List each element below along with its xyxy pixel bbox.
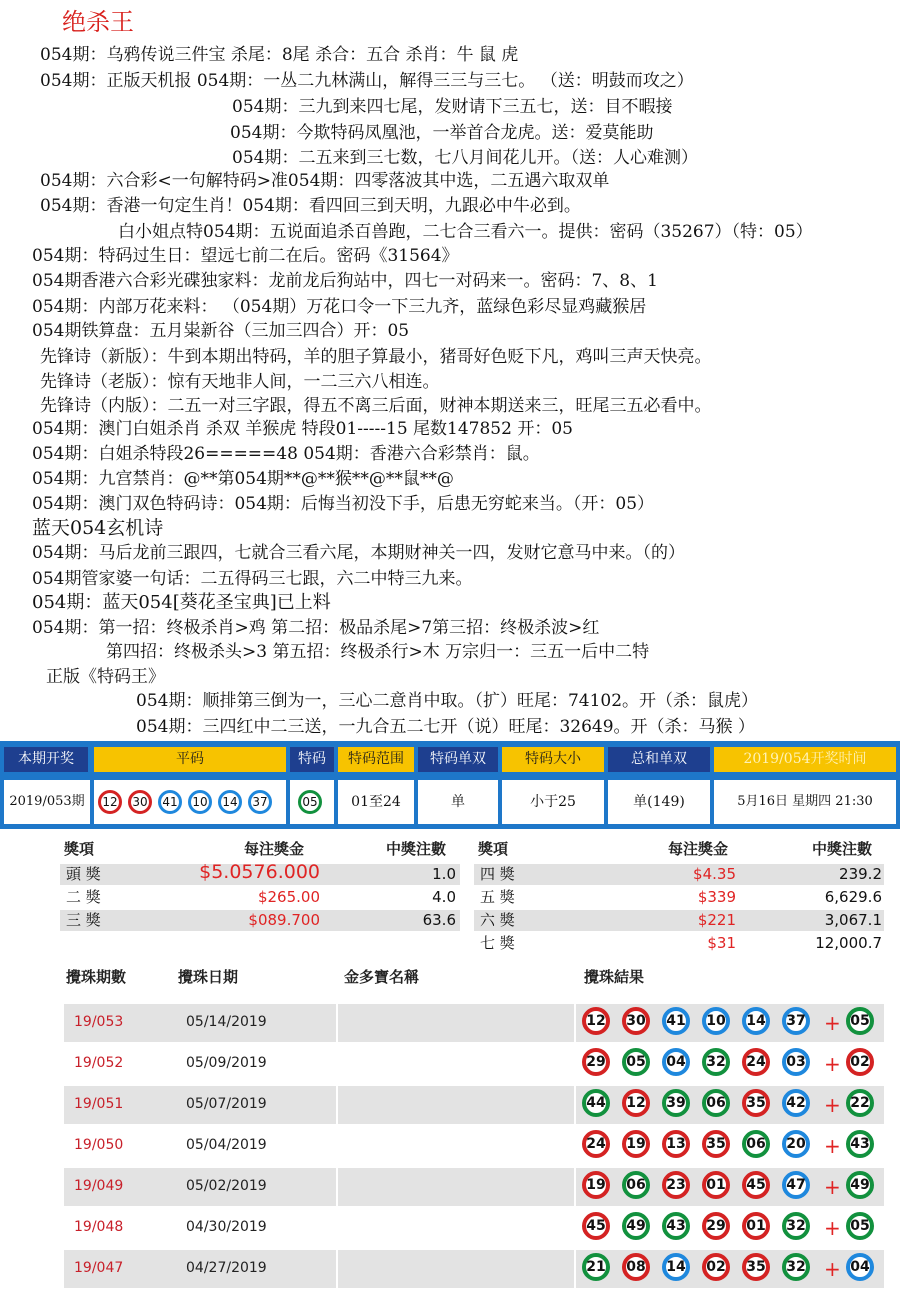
ball: 44	[582, 1089, 610, 1117]
special-ball: 43	[846, 1130, 874, 1158]
text-line: 054期：二五来到三七数，七八月间花儿开。（送：人心难测）	[232, 148, 698, 168]
history-header-period: 攪珠期數	[66, 968, 127, 986]
column-divider	[336, 1004, 338, 1042]
column-divider	[574, 1168, 576, 1206]
ball: 32	[782, 1212, 810, 1240]
plus-icon: +	[824, 1093, 841, 1117]
ball: 29	[582, 1048, 610, 1076]
ball: 13	[662, 1130, 690, 1158]
ball: 01	[702, 1171, 730, 1199]
text-line: 054期铁算盘：五月粜新谷（三加三四合）开：05	[32, 321, 410, 341]
ball: 19	[622, 1130, 650, 1158]
prize-amount: $31	[707, 934, 736, 952]
column-divider	[336, 1168, 338, 1206]
ball: 01	[742, 1212, 770, 1240]
draw-period: 19/051	[74, 1096, 124, 1112]
ball: 29	[702, 1212, 730, 1240]
ball: 39	[662, 1089, 690, 1117]
ball: 20	[782, 1130, 810, 1158]
text-line: 054期：六合彩<一句解特码>准054期：四零落波其中选，二五遇六取双单	[40, 171, 610, 191]
text-line: 054期：三四红中二三送，一九合五二七开（说）旺尾：32649。开（杀：马猴 ）	[136, 717, 755, 737]
normal-balls	[94, 780, 286, 824]
prize-count: 4.0	[432, 888, 456, 906]
draw-period: 19/052	[74, 1055, 124, 1071]
ball: 32	[702, 1048, 730, 1076]
prize-row	[60, 910, 466, 931]
column-divider	[336, 1250, 338, 1288]
text-line: 054期：第一招：终极杀肖>鸡 第二招：极品杀尾>7第三招：终极杀波>红	[32, 618, 600, 638]
header-special-size: 特码大小	[502, 747, 604, 772]
ball: 21	[582, 1253, 610, 1281]
prize-count: 6,629.6	[824, 888, 882, 906]
ball: 49	[622, 1212, 650, 1240]
special-range: 01至24	[338, 780, 414, 824]
header-current-draw: 本期开奖	[4, 747, 88, 772]
text-line: 054期：澳门白姐杀肖 杀双 羊猴虎 特段01-----15 尾数147852 开：05	[32, 419, 573, 439]
table-row	[64, 1086, 884, 1124]
prize-row	[60, 861, 466, 885]
ball: 41	[662, 1007, 690, 1035]
text-line: 白小姐点特054期：五说面追杀百兽跑，二七合三看六一。提供：密码（35267）（特：05）	[118, 222, 813, 242]
text-line: 054期：马后龙前三跟四，七就合三看六尾，本期财神关一四，发财它意马中来。（的）	[32, 543, 685, 563]
ball: 06	[702, 1089, 730, 1117]
table-row	[64, 1250, 884, 1288]
prize-amount: $265.00	[257, 888, 320, 906]
special-ball: 05	[298, 790, 322, 814]
draw-date: 04/30/2019	[186, 1219, 267, 1235]
table-row	[64, 1004, 884, 1042]
plus-icon: +	[824, 1175, 841, 1199]
prize-count: 63.6	[422, 911, 456, 929]
header-special-range: 特码范围	[338, 747, 414, 772]
column-divider	[336, 1086, 338, 1124]
special-size: 小于25	[502, 780, 604, 824]
prize-header-count: 中獎注數	[812, 840, 873, 858]
column-divider	[336, 1127, 338, 1165]
next-draw-time: 5月16日 星期四 21:30	[714, 780, 896, 824]
ball: 43	[662, 1212, 690, 1240]
special-ball: 22	[846, 1089, 874, 1117]
ball: 30	[128, 790, 152, 814]
draw-date: 05/09/2019	[186, 1055, 267, 1071]
draw-period: 19/050	[74, 1137, 124, 1153]
ball: 47	[782, 1171, 810, 1199]
prize-name: 二 獎	[66, 888, 101, 906]
prize-name: 頭 獎	[66, 865, 101, 883]
prize-count: 3,067.1	[824, 911, 882, 929]
column-divider	[574, 1045, 576, 1083]
table-row	[64, 1127, 884, 1165]
text-line: 054期：乌鸦传说三件宝 杀尾：8尾 杀合：五合 杀肖：牛 鼠 虎	[40, 45, 519, 65]
ball: 42	[782, 1089, 810, 1117]
ball: 30	[622, 1007, 650, 1035]
special-ball-cell	[290, 780, 334, 824]
ball: 24	[742, 1048, 770, 1076]
ball: 14	[662, 1253, 690, 1281]
ball: 24	[582, 1130, 610, 1158]
text-line: 054期：九宫禁肖：@**第054期**@**猴**@**鼠**@	[32, 469, 454, 489]
special-odd-even: 单	[418, 780, 498, 824]
draw-date: 05/04/2019	[186, 1137, 267, 1153]
history-header-result: 攪珠結果	[584, 968, 645, 986]
prize-name: 七 獎	[480, 934, 515, 952]
text-line: 054期：三九到来四七尾，发财请下三五七，送：目不暇接	[232, 97, 673, 117]
draw-date: 04/27/2019	[186, 1260, 267, 1276]
text-line: 先锋诗（新版）：牛到本期出特码，羊的胆子算最小，猪哥好色贬下凡，鸡叫三声天快亮。	[40, 347, 712, 367]
ball: 19	[582, 1171, 610, 1199]
ball: 23	[662, 1171, 690, 1199]
prize-header-count: 中獎注數	[386, 840, 447, 858]
special-ball: 05	[846, 1212, 874, 1240]
prize-name: 五 獎	[480, 888, 515, 906]
column-divider	[574, 1209, 576, 1247]
ball: 04	[662, 1048, 690, 1076]
prize-count: 239.2	[839, 865, 882, 883]
ball: 32	[782, 1253, 810, 1281]
text-line: 054期：特码过生日：望远七前二在后。密码《31564》	[32, 246, 459, 266]
ball: 12	[582, 1007, 610, 1035]
prize-header-item: 獎項	[478, 840, 509, 858]
special-ball: 05	[846, 1007, 874, 1035]
text-line: 054期：内部万花来料： （054期）万花口令一下三九齐，蓝绿色彩尽显鸡藏猴居	[32, 297, 647, 317]
text-line: 第四招：终极杀头>3 第五招：终极杀行>木 万宗归一：三五一后中二特	[106, 642, 650, 662]
prize-row	[474, 933, 892, 954]
header-special: 特码	[290, 747, 334, 772]
text-line: 054期香港六合彩光碟独家料：龙前龙后狗站中，四七一对码来一。密码：7、8、1	[32, 271, 658, 291]
draw-period: 19/047	[74, 1260, 124, 1276]
table-row	[64, 1209, 884, 1247]
special-ball: 04	[846, 1253, 874, 1281]
prize-header-amount: 每注獎金	[668, 840, 729, 858]
prize-header-item: 獎項	[64, 840, 95, 858]
draw-period: 19/049	[74, 1178, 124, 1194]
text-line: 054期：顺排第三倒为一，三心二意肖中取。（扩）旺尾：74102。开（杀：鼠虎）	[136, 691, 759, 711]
page-title: 绝杀王	[62, 8, 134, 36]
draw-date: 05/02/2019	[186, 1178, 267, 1194]
row-shade	[474, 864, 884, 885]
ball: 37	[782, 1007, 810, 1035]
ball: 14	[742, 1007, 770, 1035]
column-divider	[574, 1086, 576, 1124]
ball: 35	[742, 1089, 770, 1117]
prize-amount: $221	[697, 911, 736, 929]
text-line: 先锋诗（老版）：惊有天地非人间，一二三六八相连。	[40, 372, 440, 392]
column-divider	[574, 1127, 576, 1165]
text-line: 054期：澳门双色特码诗：054期：后悔当初没下手，后患无穷蛇来当。（开：05）	[32, 494, 655, 514]
ball: 45	[742, 1171, 770, 1199]
ball: 10	[702, 1007, 730, 1035]
row-shade	[474, 910, 884, 931]
column-divider	[336, 1209, 338, 1247]
column-divider	[574, 1004, 576, 1042]
plus-icon: +	[824, 1216, 841, 1240]
ball: 12	[622, 1089, 650, 1117]
column-divider	[336, 1045, 338, 1083]
ball: 35	[702, 1130, 730, 1158]
plus-icon: +	[824, 1134, 841, 1158]
ball: 03	[782, 1048, 810, 1076]
text-line: 054期：香港一句定生肖！054期：看四回三到天明，九跟必中牛必到。	[40, 196, 581, 216]
prize-name: 六 獎	[480, 911, 515, 929]
ball: 14	[218, 790, 242, 814]
draw-date: 05/14/2019	[186, 1014, 267, 1030]
ball: 10	[188, 790, 212, 814]
ball: 37	[248, 790, 272, 814]
history-header-name: 金多寶名稱	[344, 968, 420, 986]
prize-row	[474, 887, 892, 908]
history-header-date: 攪珠日期	[178, 968, 239, 986]
ball: 35	[742, 1253, 770, 1281]
prize-header-amount: 每注獎金	[244, 840, 305, 858]
ball: 02	[702, 1253, 730, 1281]
draw-result-table	[0, 741, 900, 829]
text-line: 正版《特码王》	[46, 667, 165, 687]
column-divider	[574, 1250, 576, 1288]
header-special-odd-even: 特码单双	[418, 747, 498, 772]
text-line: 先锋诗（内版）：二五一对三字跟，得五不离三后面，财神本期送来三，旺尾三五必看中。	[40, 396, 712, 416]
prize-name: 三 獎	[66, 911, 101, 929]
ball: 41	[158, 790, 182, 814]
ball: 12	[98, 790, 122, 814]
prize-row	[474, 864, 892, 885]
prize-row	[474, 910, 892, 931]
text-line: 蓝天054玄机诗	[32, 517, 164, 539]
special-ball: 02	[846, 1048, 874, 1076]
special-ball: 49	[846, 1171, 874, 1199]
header-normal-numbers: 平码	[94, 747, 286, 772]
prize-name: 四 獎	[480, 865, 515, 883]
prize-count: 12,000.7	[815, 934, 882, 952]
text-line: 054期：正版天机报 054期：一丛二九林满山，解得三三与三七。 （送：明鼓而攻之）	[40, 71, 694, 91]
prize-amount: $5.0576.000	[199, 861, 320, 883]
plus-icon: +	[824, 1257, 841, 1281]
table-row	[64, 1045, 884, 1083]
plus-icon: +	[824, 1052, 841, 1076]
ball: 08	[622, 1253, 650, 1281]
draw-period: 19/048	[74, 1219, 124, 1235]
prize-row	[60, 887, 466, 908]
prize-amount: $089.700	[248, 911, 320, 929]
text-line: 054期：白姐杀特段26=====48 054期：香港六合彩禁肖：鼠。	[32, 444, 540, 464]
draw-date: 05/07/2019	[186, 1096, 267, 1112]
sum-odd-even: 单(149)	[608, 780, 710, 824]
prize-amount: $339	[697, 888, 736, 906]
draw-period: 2019/053期	[4, 780, 90, 824]
plus-icon: +	[824, 1011, 841, 1035]
ball: 45	[582, 1212, 610, 1240]
ball: 05	[622, 1048, 650, 1076]
header-sum-odd-even: 总和单双	[608, 747, 710, 772]
ball: 06	[742, 1130, 770, 1158]
prize-amount: $4.35	[693, 865, 736, 883]
draw-period: 19/053	[74, 1014, 124, 1030]
table-row	[64, 1168, 884, 1206]
prize-count: 1.0	[432, 865, 456, 883]
text-line: 054期：今欺特码凤凰池，一举首合龙虎。送：爱莫能助	[230, 123, 654, 143]
header-next-draw-time: 2019/054开奖时间	[714, 747, 896, 772]
ball: 06	[622, 1171, 650, 1199]
text-line: 054期：蓝天054[葵花圣宝典]已上料	[32, 592, 331, 613]
text-line: 054期管家婆一句话：二五得码三七跟，六二中特三九来。	[32, 569, 473, 589]
